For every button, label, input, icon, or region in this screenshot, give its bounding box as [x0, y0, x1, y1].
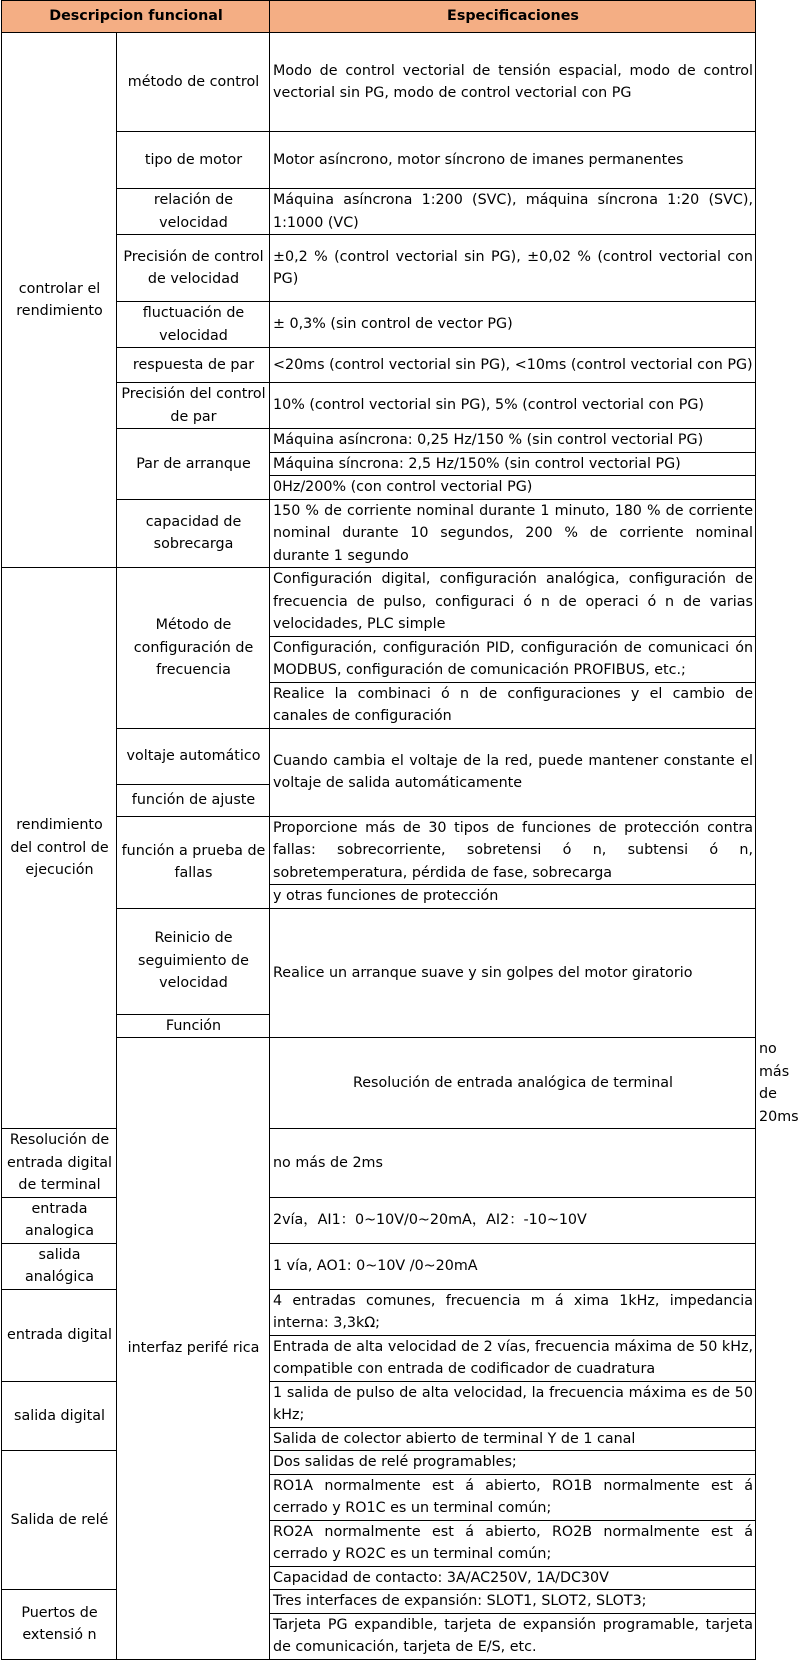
function-torque-precision: Precisión del control de par — [117, 383, 270, 429]
category-execution: rendimiento del control de ejecución — [2, 568, 117, 1129]
spec-motor-type: Motor asíncrono, motor síncrono de imanes permanentes — [270, 132, 756, 189]
spec-speed-fluctuation: ± 0,3% (sin control de vector PG) — [270, 302, 756, 348]
spec-digital-output-1: 1 salida de pulso de alta velocidad, la frecuencia máxima es de 50 kHz; — [270, 1381, 756, 1427]
spec-fault-proof-1: Proporcione más de 30 tipos de funciones de protección contra fallas: sobrecorriente, sobretensi ó n, subtensi ó n, sobretemperatura, pérdida de fase, sobrecarga — [270, 816, 756, 885]
function-adjust: función de ajuste — [117, 784, 270, 816]
spec-relay-4: Capacidad de contacto: 3A/AC250V, 1A/DC30V — [270, 1566, 756, 1590]
spec-digital-input-1: 4 entradas comunes, frecuencia m á xima 1kHz, impedancia interna: 3,3kΩ; — [270, 1289, 756, 1335]
function-speed-ratio: relación de velocidad — [117, 189, 270, 235]
table-header-row — [2, 1, 756, 33]
spec-speed-tracking: Realice un arranque suave y sin golpes del motor giratorio — [270, 908, 756, 1038]
function-control-method: método de control — [117, 33, 270, 132]
function-torque-response: respuesta de par — [117, 348, 270, 383]
spec-relay-3: RO2A normalmente est á abierto, RO2B normalmente est á cerrado y RO2C es un terminal común; — [270, 1520, 756, 1566]
function-label: Función — [117, 1014, 270, 1038]
function-digital-resolution: Resolución de entrada digital de terminal — [2, 1129, 117, 1198]
spec-analog-input: 2vía，AI1：0~10V/0~20mA，AI2：-10~10V — [270, 1197, 756, 1243]
spec-relay-2: RO1A normalmente est á abierto, RO1B normalmente est á cerrado y RO1C es un terminal común; — [270, 1474, 756, 1520]
specifications-table — [1, 0, 799, 1660]
spec-control-method: Modo de control vectorial de tensión espacial, modo de control vectorial sin PG, modo de control vectorial con PG — [270, 33, 756, 132]
function-auto-voltage: voltaje automático — [117, 728, 270, 784]
header-functional-description: Descripcion funcional — [2, 1, 270, 33]
spec-starting-torque-3: 0Hz/200% (con control vectorial PG) — [270, 476, 756, 500]
spec-speed-precision: ±0,2 % (control vectorial sin PG), ±0,02 % (control vectorial con PG) — [270, 235, 756, 302]
function-starting-torque: Par de arranque — [117, 429, 270, 500]
spec-digital-input-2: Entrada de alta velocidad de 2 vías, frecuencia máxima de 50 kHz, compatible con entrada de codificador de cuadratura — [270, 1335, 756, 1381]
function-analog-resolution: Resolución de entrada analógica de terminal — [270, 1038, 756, 1129]
table-row — [2, 1243, 756, 1289]
spec-expansion-1: Tres interfaces de expansión: SLOT1, SLOT2, SLOT3; — [270, 1590, 756, 1614]
spec-starting-torque-1: Máquina asíncrona: 0,25 Hz/150 % (sin control vectorial PG) — [270, 429, 756, 453]
spec-fault-proof-2: y otras funciones de protección — [270, 885, 756, 909]
spec-torque-response: <20ms (control vectorial sin PG), <10ms (control vectorial con PG) — [270, 348, 756, 383]
spec-digital-resolution: no más de 2ms — [270, 1129, 756, 1198]
function-digital-input: entrada digital — [2, 1289, 117, 1381]
category-performance: controlar el rendimiento — [2, 33, 117, 568]
spec-analog-output: 1 vía, AO1: 0~10V /0~20mA — [270, 1243, 756, 1289]
spec-expansion-2: Tarjeta PG expandible, tarjeta de expansión programable, tarjeta de comunicación, tarjeta de E/S, etc. — [270, 1613, 756, 1659]
table-row — [2, 1590, 756, 1614]
spec-freq-setting-1: Configuración digital, configuración analógica, configuración de frecuencia de pulso, configuraci ó n de operaci ó n de varias velocidades, PLC simple — [270, 568, 756, 637]
function-expansion-ports: Puertos de extensió n — [2, 1590, 117, 1660]
spec-speed-ratio: Máquina asíncrona 1:200 (SVC), máquina síncrona 1:20 (SVC), 1:1000 (VC) — [270, 189, 756, 235]
spec-digital-output-2: Salida de colector abierto de terminal Y de 1 canal — [270, 1427, 756, 1451]
function-digital-output: salida digital — [2, 1381, 117, 1451]
category-peripheral: interfaz perifé rica — [117, 1038, 270, 1660]
function-freq-setting: Método de configuración de frecuencia — [117, 568, 270, 729]
spec-freq-setting-2: Configuración, configuración PID, configuración de comunicaci ón MODBUS, configuración de comunicación PROFIBUS, etc.; — [270, 636, 756, 682]
function-overload: capacidad de sobrecarga — [117, 499, 270, 568]
function-analog-input: entrada analogica — [2, 1197, 117, 1243]
table-row — [2, 1129, 756, 1198]
spec-relay-1: Dos salidas de relé programables; — [270, 1451, 756, 1475]
function-fault-proof: función a prueba de fallas — [117, 816, 270, 908]
spec-auto-voltage: Cuando cambia el voltaje de la red, puede mantener constante el voltaje de salida automáticamente — [270, 728, 756, 816]
table-row — [2, 568, 756, 637]
table-row: interfaz perifé rica Resolución de entrada analógica de terminal no más de 20ms — [2, 1038, 756, 1129]
spec-overload: 150 % de corriente nominal durante 1 minuto, 180 % de corriente nominal durante 10 segundos, 200 % de corriente nominal durante 1 segundo — [270, 499, 756, 568]
header-specifications: Especificaciones — [270, 1, 756, 33]
table-row — [2, 1451, 756, 1475]
function-motor-type: tipo de motor — [117, 132, 270, 189]
spec-freq-setting-3: Realice la combinaci ó n de configuraciones y el cambio de canales de configuración — [270, 682, 756, 728]
spec-torque-precision: 10% (control vectorial sin PG), 5% (control vectorial con PG) — [270, 383, 756, 429]
spec-starting-torque-2: Máquina síncrona: 2,5 Hz/150% (sin control vectorial PG) — [270, 452, 756, 476]
function-speed-tracking: Reinicio de seguimiento de velocidad — [117, 908, 270, 1014]
function-speed-precision: Precisión de control de velocidad — [117, 235, 270, 302]
table-row — [2, 1289, 756, 1335]
function-speed-fluctuation: fluctuación de velocidad — [117, 302, 270, 348]
function-relay-output: Salida de relé — [2, 1451, 117, 1590]
table-row — [2, 1381, 756, 1427]
table-row — [2, 33, 756, 132]
table-row — [2, 1197, 756, 1243]
function-analog-output: salida analógica — [2, 1243, 117, 1289]
